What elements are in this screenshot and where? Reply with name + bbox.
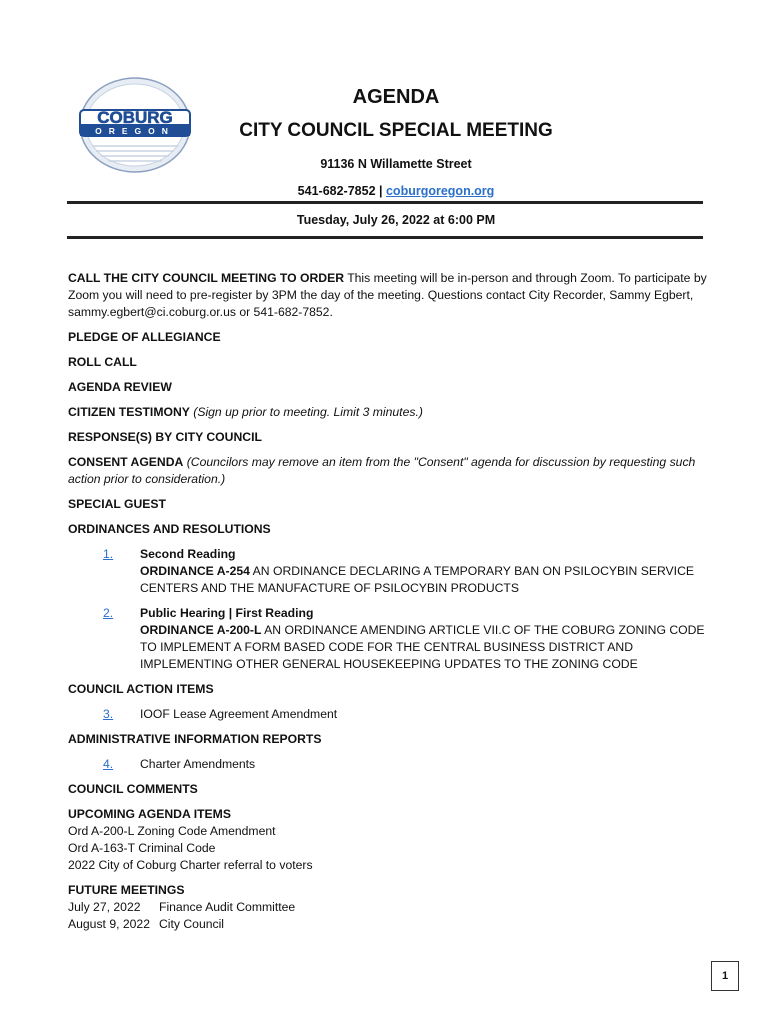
meeting-date: July 27, 2022 xyxy=(68,900,141,914)
council-comments-heading: COUNCIL COMMENTS xyxy=(68,782,198,796)
meeting-name: City Council xyxy=(159,917,225,931)
item-number-link[interactable]: 1. xyxy=(103,547,114,561)
page-number: 1 xyxy=(711,961,739,991)
contact-line xyxy=(90,184,702,198)
meeting-name: Finance Audit Committee xyxy=(159,900,296,914)
item-number-link[interactable]: 4. xyxy=(103,757,114,771)
meeting-row xyxy=(68,916,708,933)
upcoming-line: Ord A-200-L Zoning Code Amendment xyxy=(68,824,276,838)
agenda-item-3 xyxy=(103,706,708,723)
citizen-note: (Sign up prior to meeting. Limit 3 minutes.) xyxy=(189,405,423,419)
phone-number: 541-682-7852 | xyxy=(297,184,383,198)
council-action-heading: COUNCIL ACTION ITEMS xyxy=(68,682,214,696)
meeting-date: August 9, 2022 xyxy=(68,917,150,931)
ordinances-heading: ORDINANCES AND RESOLUTIONS xyxy=(68,522,271,536)
meeting-datetime: Tuesday, July 26, 2022 at 6:00 PM xyxy=(296,213,496,227)
future-meetings xyxy=(68,882,708,933)
item-title: Second Reading xyxy=(140,547,236,561)
response-heading: RESPONSE(S) BY CITY COUNCIL xyxy=(68,430,262,444)
item-title: Public Hearing | First Reading xyxy=(140,606,314,620)
agenda-heading: AGENDA xyxy=(352,86,440,108)
agenda-review-heading: AGENDA REVIEW xyxy=(68,380,172,394)
upcoming-heading: UPCOMING AGENDA ITEMS xyxy=(68,807,231,821)
consent-note: (Councilors may remove an item from the "Consent" agenda for discussion by requesting such action prior to consideration.) xyxy=(68,455,696,486)
agenda-content xyxy=(68,270,708,941)
citizen-testimony xyxy=(68,404,708,421)
item-number-link[interactable]: 2. xyxy=(103,606,114,620)
upcoming-items xyxy=(68,806,708,874)
logo-text-oregon: OREGON xyxy=(95,126,175,136)
agenda-item-4 xyxy=(103,756,708,773)
upcoming-line: 2022 City of Coburg Charter referral to voters xyxy=(68,858,313,872)
consent-heading: CONSENT AGENDA xyxy=(68,455,184,469)
citizen-heading: CITIZEN TESTIMONY xyxy=(68,405,190,419)
item-number-link[interactable]: 3. xyxy=(103,707,114,721)
website-link[interactable]: coburgoregon.org xyxy=(385,184,495,198)
agenda-item-2 xyxy=(103,605,708,673)
pledge-heading: PLEDGE OF ALLEGIANCE xyxy=(68,330,221,344)
call-text: This meeting will be in-person and through Zoom. To participate by Zoom you will need to pre-register by 3PM the day of the meeting. Questions contact City Recorder, Sammy Egbert, sammy.egbert@ci.coburg.or.us or 541-682-7852. xyxy=(68,271,707,319)
item-text: IOOF Lease Agreement Amendment xyxy=(140,707,338,721)
logo-text-coburg: COBURG xyxy=(97,108,173,127)
header-rule-bottom xyxy=(67,236,703,239)
meeting-address: 91136 N Willamette Street xyxy=(320,157,472,171)
meeting-title: CITY COUNCIL SPECIAL MEETING xyxy=(239,120,553,141)
roll-call-heading: ROLL CALL xyxy=(68,355,137,369)
admin-reports-heading: ADMINISTRATIVE INFORMATION REPORTS xyxy=(68,732,322,746)
call-to-order xyxy=(68,270,708,321)
meeting-row xyxy=(68,899,708,916)
future-heading: FUTURE MEETINGS xyxy=(68,883,185,897)
agenda-item-1 xyxy=(103,546,708,597)
consent-agenda xyxy=(68,454,708,488)
ordinance-text: AN ORDINANCE AMENDING ARTICLE VII.C OF THE COBURG ZONING CODE TO IMPLEMENT A FORM BASED CODE FOR THE CENTRAL BUSINESS DISTRICT AND IMPLEMENTING OTHER GENERAL HOUSEKEEPING UPDATES TO THE ZONING CODE xyxy=(140,623,705,671)
special-guest-heading: SPECIAL GUEST xyxy=(68,497,166,511)
ordinance-text: AN ORDINANCE DECLARING A TEMPORARY BAN ON PSILOCYBIN SERVICE CENTERS AND THE MANUFACTURE OF PSILOCYBIN PRODUCTS xyxy=(140,564,694,595)
item-text: Charter Amendments xyxy=(140,757,256,771)
call-heading: CALL THE CITY COUNCIL MEETING TO ORDER xyxy=(68,271,345,285)
header-rule-top xyxy=(67,201,703,204)
ordinance-number: ORDINANCE A-254 xyxy=(140,564,250,578)
ordinance-number: ORDINANCE A-200-L xyxy=(140,623,262,637)
upcoming-line: Ord A-163-T Criminal Code xyxy=(68,841,216,855)
